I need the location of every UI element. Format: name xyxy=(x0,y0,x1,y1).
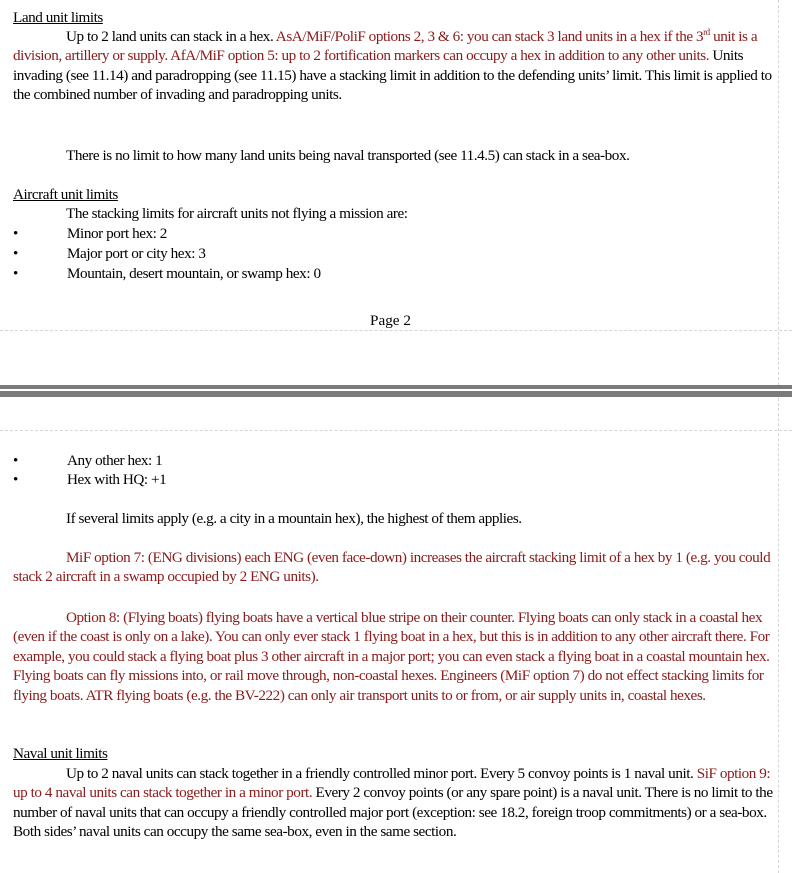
body-text: Units invading (see 11.14) and paradropping (see 11.15) have a stacking limit in addition to the defending units’ limit. This limit is applied to the combined number of invading and paradropping units. xyxy=(13,47,772,104)
list-item-text: Major port or city hex: 3 xyxy=(67,245,206,262)
margin-guide xyxy=(0,330,792,331)
land-unit-limits-paragraph xyxy=(13,27,778,105)
option-text: Option 8: (Flying boats) flying boats have a vertical blue stripe on their counter. Flying boats can only stack in a coastal hex (even if the coast is only on a lake). You can only ever stack 1 flying boat in a hex, but this is in addition to any other aircraft there. For example, you could stack a flying boat plus 3 other aircraft in a major port; you can even stack a flying boat in a coastal mountain hex. Flying boats can fly missions into, or rail move through, non-coastal hexes. Engineers (MiF option 7) do not effect stacking limits for flying boats. ATR flying boats (e.g. the BV-222) can only air transport units to or from, or air supply units in, coastal hexes. xyxy=(13,609,770,704)
option-text: unit is a division, artillery or supply. AfA/MiF option 5: up to 2 fortification markers can occupy a hex in addition to any other units. xyxy=(13,28,758,65)
option8-flying-boats-paragraph xyxy=(13,608,778,705)
body-text: Up to 2 land units can stack in a hex. xyxy=(66,28,274,45)
document-page-1 xyxy=(0,0,792,385)
option-text: SiF option 9: up to 4 naval units can stack together in a minor port. xyxy=(13,765,771,802)
margin-guide xyxy=(778,398,779,873)
body-text: The stacking limits for aircraft units not flying a mission are: xyxy=(66,205,408,222)
superscript-text: rd xyxy=(703,26,710,37)
mif-option7-paragraph xyxy=(13,548,778,587)
naval-unit-limits-heading xyxy=(13,744,778,763)
list-item-text: Any other hex: 1 xyxy=(67,452,163,469)
list-item-text: Mountain, desert mountain, or swamp hex: 0 xyxy=(67,265,321,282)
naval-transport-paragraph xyxy=(13,146,778,165)
separator-line xyxy=(0,391,792,397)
bullet-glyph: • xyxy=(13,245,18,262)
bullet-glyph: • xyxy=(13,452,18,469)
heading-text: Naval unit limits xyxy=(13,745,108,762)
margin-guide xyxy=(0,430,792,431)
list-item-text: Minor port hex: 2 xyxy=(67,225,167,242)
bullet-glyph: • xyxy=(13,471,18,488)
aircraft-unit-limits-heading xyxy=(13,185,778,204)
option-text: AsA/MiF/PoliF options 2, 3 & 6: you can stack 3 land units in a hex if the 3 xyxy=(273,28,704,45)
separator-line xyxy=(0,385,792,389)
page-break-separator xyxy=(0,385,792,398)
aircraft-limits-intro xyxy=(13,204,778,223)
land-unit-limits-heading xyxy=(13,8,778,27)
body-text: If several limits apply (e.g. a city in a mountain hex), the highest of them applies. xyxy=(66,510,522,527)
body-text: Up to 2 naval units can stack together in a friendly controlled minor port. Every 5 convoy points is 1 naval unit. xyxy=(66,765,694,782)
margin-guide xyxy=(778,0,779,385)
heading-text: Land unit limits xyxy=(13,9,103,26)
heading-text: Aircraft unit limits xyxy=(13,186,118,203)
bullet-glyph: • xyxy=(13,265,18,282)
naval-unit-limits-paragraph xyxy=(13,764,778,842)
bullet-glyph: • xyxy=(13,225,18,242)
body-text: There is no limit to how many land units being naval transported (see 11.4.5) can stack in a sea-box. xyxy=(66,147,630,164)
page-number: Page 2 xyxy=(370,312,411,329)
several-limits-paragraph xyxy=(13,509,778,528)
list-item-text: Hex with HQ: +1 xyxy=(67,471,167,488)
document-page-2 xyxy=(0,398,792,873)
option-text: MiF option 7: (ENG divisions) each ENG (even face-down) increases the aircraft stacking limit of a hex by 1 (e.g. you could stack 2 aircraft in a swamp occupied by 2 ENG units). xyxy=(13,549,771,586)
body-text: Every 2 convoy points (or any spare point) is a naval unit. There is no limit to the number of naval units that can occupy a friendly controlled major port (exception: see 18.2, foreign troop commitments) or a sea-box. Both sides’ naval units can occupy the same sea-box, even in the same section. xyxy=(13,784,773,841)
